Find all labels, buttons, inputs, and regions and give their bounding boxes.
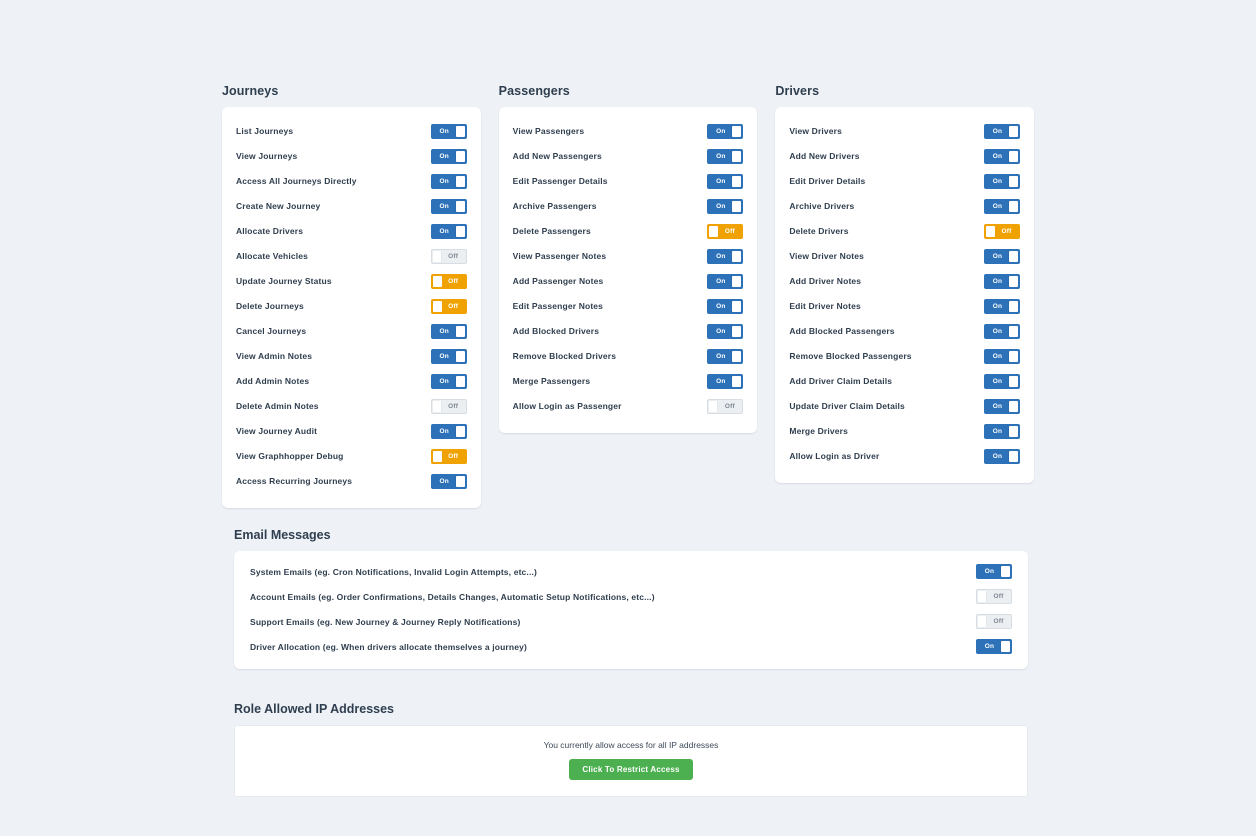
permission-label: Allocate Vehicles [236,251,309,262]
toggle-knob [732,126,741,137]
toggle-state-label: Off [1001,228,1012,235]
permission-label: Add Driver Notes [789,276,862,287]
toggle-knob [433,301,442,312]
permission-toggle[interactable] [431,199,467,214]
passengers-permission-card [499,107,758,433]
email-setting-row [250,559,1012,584]
permission-label: View Driver Notes [789,251,865,262]
toggle-state-label: On [992,328,1003,335]
toggle-knob [732,201,741,212]
ip-addresses-card [234,725,1028,797]
toggle-knob [1009,201,1018,212]
toggle-state-label: Off [448,453,459,460]
toggle-knob [978,591,987,602]
toggle-state-label: On [984,643,995,650]
toggle-state-label: Off [448,303,459,310]
permission-toggle[interactable] [984,374,1020,389]
journeys-permission-card [222,107,481,508]
email-setting-row [250,584,1012,609]
toggle-knob [456,426,465,437]
toggle-knob [456,326,465,337]
column-title-drivers: Drivers [775,84,820,98]
permission-toggle[interactable] [707,199,743,214]
permission-label: View Admin Notes [236,351,313,362]
toggle-state-label: On [992,403,1003,410]
toggle-knob [732,326,741,337]
toggle-state-label: On [439,378,449,385]
permission-row [789,269,1020,294]
permission-row [513,244,744,269]
permission-row [513,219,744,244]
permission-label: Edit Passenger Notes [512,301,604,312]
permission-toggle[interactable] [431,474,467,489]
toggle-state-label: On [439,228,449,235]
toggle-knob [456,476,465,487]
permission-row [513,394,744,419]
permission-label: Add Driver Claim Details [789,376,893,387]
email-messages-title: Email Messages [234,528,331,542]
permission-label: Remove Blocked Passengers [789,351,912,362]
permission-label: Allocate Drivers [236,226,304,237]
permission-row [513,194,744,219]
email-setting-toggle[interactable] [976,564,1012,579]
permission-toggle[interactable] [431,374,467,389]
permission-label: Delete Passengers [512,226,591,237]
permission-label: Delete Admin Notes [236,401,319,412]
toggle-state-label: Off [448,278,459,285]
email-setting-label: Support Emails (eg. New Journey & Journey Reply Notifications) [250,616,521,627]
permission-toggle[interactable] [707,124,743,139]
email-messages-section [234,528,1028,669]
toggle-state-label: On [992,153,1003,160]
permission-label: View Journey Audit [236,426,318,437]
drivers-permission-card [775,107,1034,483]
permission-label: Archive Passengers [512,201,597,212]
toggle-state-label: On [716,203,726,210]
permission-label: Access All Journeys Directly [236,176,357,187]
permission-row [236,419,467,444]
toggle-state-label: On [439,128,449,135]
toggle-knob [732,351,741,362]
permission-label: Allow Login as Passenger [512,401,622,412]
permission-row [513,269,744,294]
ip-addresses-section [234,702,1028,797]
permission-toggle[interactable] [431,399,467,414]
toggle-knob [1009,426,1018,437]
column-journeys [222,84,481,508]
toggle-state-label: On [439,203,449,210]
toggle-state-label: On [716,278,726,285]
email-setting-label: System Emails (eg. Cron Notifications, Invalid Login Attempts, etc...) [250,566,537,577]
permission-row [789,194,1020,219]
email-setting-label: Account Emails (eg. Order Confirmations, Details Changes, Automatic Setup Notifications, etc...) [250,591,655,602]
permission-label: View Passenger Notes [512,251,607,262]
permission-label: Delete Journeys [236,301,304,312]
permission-label: Delete Drivers [789,226,849,237]
toggle-knob [1009,451,1018,462]
permission-label: Add Blocked Passengers [789,326,895,337]
permission-toggle[interactable] [984,274,1020,289]
permission-toggle[interactable] [707,249,743,264]
toggle-state-label: Off [993,618,1004,625]
permission-label: Remove Blocked Drivers [512,351,617,362]
permission-row [789,419,1020,444]
permission-label: Edit Driver Details [789,176,866,187]
permission-toggle[interactable] [984,249,1020,264]
permission-row [236,169,467,194]
permission-label: Add Admin Notes [236,376,310,387]
permission-row [236,444,467,469]
permission-row [789,219,1020,244]
toggle-knob [456,151,465,162]
permission-label: Merge Drivers [789,426,848,437]
permission-toggle[interactable] [984,124,1020,139]
column-title-passengers: Passengers [498,84,570,98]
toggle-knob [1001,566,1010,577]
toggle-knob [433,451,442,462]
toggle-knob [456,176,465,187]
toggle-state-label: On [992,353,1003,360]
toggle-state-label: Off [448,253,459,260]
toggle-state-label: On [984,568,995,575]
permission-toggle[interactable] [984,449,1020,464]
permission-row [236,344,467,369]
toggle-knob [732,276,741,287]
email-setting-row [250,634,1012,659]
permission-label: Merge Passengers [512,376,591,387]
toggle-knob [1009,301,1018,312]
toggle-knob [456,226,465,237]
permission-label: Add Passenger Notes [512,276,604,287]
permission-label: View Drivers [789,126,843,137]
toggle-knob [433,401,442,412]
permission-toggle[interactable] [431,299,467,314]
permission-row [789,244,1020,269]
permission-row [236,144,467,169]
permission-row [789,294,1020,319]
toggle-state-label: On [992,253,1003,260]
permission-row [789,169,1020,194]
toggle-state-label: Off [448,403,459,410]
toggle-state-label: On [992,178,1003,185]
toggle-knob [732,151,741,162]
permission-toggle[interactable] [707,349,743,364]
permission-label: Cancel Journeys [236,326,307,337]
permission-row [236,294,467,319]
toggle-knob [709,401,718,412]
permission-row [236,469,467,494]
permission-row [789,394,1020,419]
permission-toggle[interactable] [984,224,1020,239]
permission-row [513,144,744,169]
email-setting-toggle[interactable] [976,614,1012,629]
permission-toggle[interactable] [431,349,467,364]
toggle-state-label: Off [724,228,735,235]
restrict-access-button[interactable]: Click To Restrict Access [569,759,692,780]
toggle-state-label: On [439,353,449,360]
permission-row [789,319,1020,344]
permission-toggle[interactable] [431,424,467,439]
permission-row [513,169,744,194]
permission-row [236,319,467,344]
permission-label: Edit Passenger Details [512,176,608,187]
toggle-state-label: Off [724,403,735,410]
toggle-knob [986,226,995,237]
permission-label: Update Journey Status [236,276,332,287]
toggle-knob [732,376,741,387]
permission-row [513,344,744,369]
toggle-knob [433,276,442,287]
toggle-knob [1009,251,1018,262]
permission-label: Allow Login as Driver [789,451,880,462]
permission-toggle[interactable] [431,249,467,264]
toggle-state-label: On [716,353,726,360]
toggle-knob [978,616,987,627]
permission-label: View Graphhopper Debug [236,451,344,462]
permission-row [236,244,467,269]
permission-columns [222,84,1034,508]
toggle-knob [709,226,718,237]
permission-toggle[interactable] [707,299,743,314]
permission-toggle[interactable] [984,174,1020,189]
permission-row [236,219,467,244]
permission-toggle[interactable] [431,174,467,189]
permission-label: Create New Journey [236,201,321,212]
permission-toggle[interactable] [707,374,743,389]
toggle-state-label: On [716,328,726,335]
toggle-state-label: On [992,453,1003,460]
toggle-knob [1009,376,1018,387]
toggle-state-label: On [439,428,449,435]
toggle-state-label: On [992,203,1003,210]
ip-addresses-title: Role Allowed IP Addresses [234,702,395,716]
toggle-knob [732,176,741,187]
permission-label: Access Recurring Journeys [236,476,353,487]
toggle-state-label: On [716,303,726,310]
ip-status-text: You currently allow access for all IP addresses [543,740,719,750]
permission-toggle[interactable] [431,449,467,464]
email-setting-toggle[interactable] [976,639,1012,654]
permission-toggle[interactable] [984,424,1020,439]
toggle-knob [1009,151,1018,162]
toggle-state-label: On [716,253,726,260]
permission-label: View Journeys [236,151,298,162]
permission-toggle[interactable] [984,324,1020,339]
column-drivers [775,84,1034,508]
permission-row [789,119,1020,144]
permission-toggle[interactable] [431,149,467,164]
permission-row [236,194,467,219]
toggle-state-label: On [992,428,1003,435]
permission-toggle[interactable] [984,399,1020,414]
toggle-state-label: On [992,278,1003,285]
column-passengers [499,84,758,508]
permission-row [789,444,1020,469]
permission-row [513,294,744,319]
permission-label: View Passengers [512,126,585,137]
toggle-knob [732,251,741,262]
toggle-state-label: On [716,178,726,185]
toggle-state-label: On [992,128,1003,135]
toggle-state-label: On [992,378,1003,385]
toggle-knob [433,251,442,262]
toggle-knob [1001,641,1010,652]
toggle-knob [1009,176,1018,187]
toggle-state-label: On [992,303,1003,310]
permission-row [236,269,467,294]
permission-label: List Journeys [236,126,294,137]
toggle-state-label: Off [993,593,1004,600]
permission-toggle[interactable] [984,199,1020,214]
toggle-state-label: On [439,178,449,185]
permission-label: Add Blocked Drivers [512,326,600,337]
permission-toggle[interactable] [707,224,743,239]
column-title-journeys: Journeys [222,84,279,98]
permission-row [513,119,744,144]
permission-toggle[interactable] [707,149,743,164]
toggle-state-label: On [716,153,726,160]
permission-row [236,394,467,419]
toggle-state-label: On [439,153,449,160]
toggle-knob [1009,326,1018,337]
toggle-state-label: On [439,328,449,335]
toggle-knob [1009,401,1018,412]
toggle-knob [1009,276,1018,287]
toggle-state-label: On [716,378,726,385]
permission-label: Add New Passengers [512,151,602,162]
toggle-knob [456,201,465,212]
permission-row [789,344,1020,369]
permission-label: Add New Drivers [789,151,860,162]
permission-row [789,369,1020,394]
permission-toggle[interactable] [431,324,467,339]
permission-toggle[interactable] [707,324,743,339]
toggle-knob [456,376,465,387]
permission-row [789,144,1020,169]
permission-row [236,369,467,394]
toggle-knob [1009,351,1018,362]
permission-toggle[interactable] [984,349,1020,364]
permission-label: Edit Driver Notes [789,301,861,312]
permission-toggle[interactable] [984,299,1020,314]
permission-toggle[interactable] [431,124,467,139]
permission-toggle[interactable] [707,399,743,414]
toggle-knob [732,301,741,312]
permission-row [513,369,744,394]
permission-row [236,119,467,144]
permission-toggle[interactable] [707,274,743,289]
permission-label: Update Driver Claim Details [789,401,905,412]
toggle-state-label: On [716,128,726,135]
permission-toggle[interactable] [984,149,1020,164]
email-messages-card [234,551,1028,669]
permission-label: Archive Drivers [789,201,855,212]
email-setting-label: Driver Allocation (eg. When drivers allocate themselves a journey) [250,641,527,652]
permission-row [513,319,744,344]
toggle-state-label: On [439,478,449,485]
email-setting-toggle[interactable] [976,589,1012,604]
permission-toggle[interactable] [707,174,743,189]
toggle-knob [456,126,465,137]
toggle-knob [1009,126,1018,137]
permission-toggle[interactable] [431,274,467,289]
email-setting-row [250,609,1012,634]
toggle-knob [456,351,465,362]
permission-toggle[interactable] [431,224,467,239]
